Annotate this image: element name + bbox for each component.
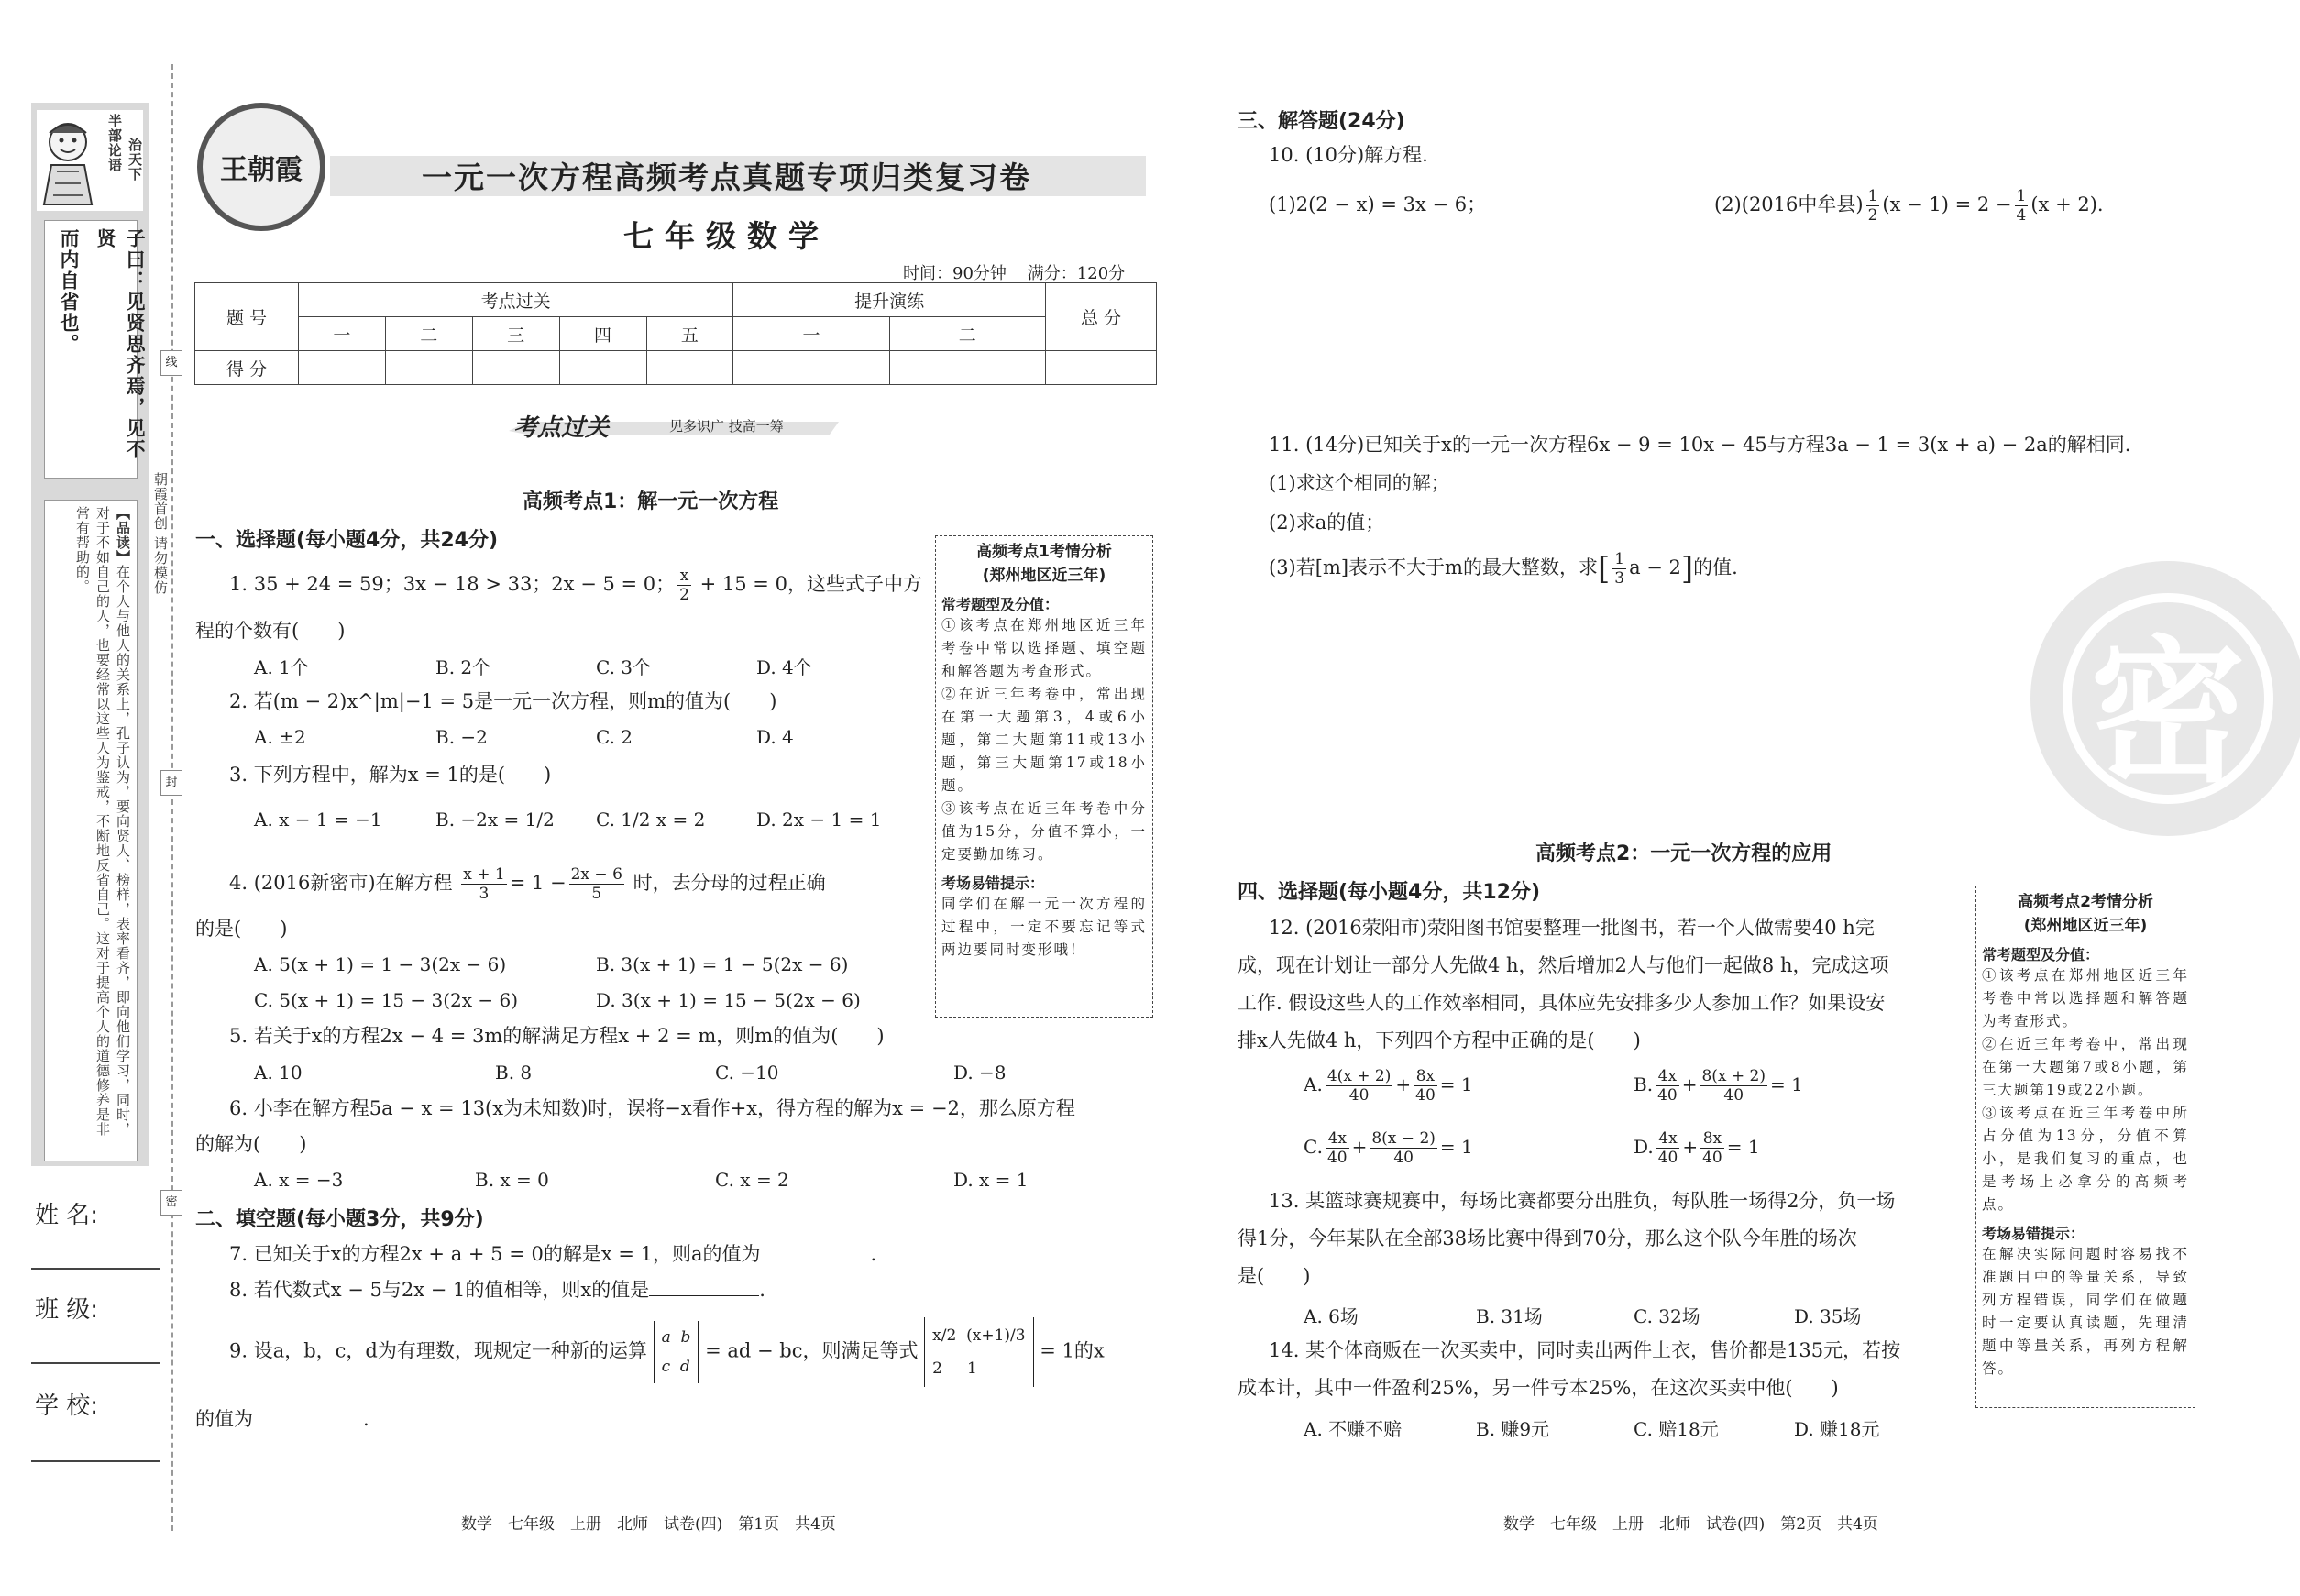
- motto-6: 天: [127, 152, 143, 167]
- q1-text-b: + 15 = 0，这些式子中方: [693, 573, 922, 595]
- q9-text-d: 的值为: [195, 1408, 253, 1430]
- question-3: 3. 下列方程中，解为x = 1的是( ): [229, 764, 552, 786]
- analysis2-point-1: ①该考点在郑州地区近三年考卷中常以选择题和解答题为考查形式。: [1982, 967, 2189, 1029]
- q14-option-d[interactable]: D. 赚18元: [1794, 1418, 1880, 1440]
- score-cell[interactable]: [646, 351, 733, 385]
- q13-line-2: 得1分，今年某队在全部38场比赛中得到70分，那么这个队今年胜的场次: [1238, 1227, 1857, 1249]
- q2-option-c[interactable]: C. 2: [596, 726, 633, 748]
- question-11: 11. (14分)已知关于x的一元一次方程6x − 9 = 10x − 45与方程3a − 1 = 3(x + a) − 2a的解相同.: [1269, 434, 2131, 456]
- q6-option-b[interactable]: B. x = 0: [475, 1169, 549, 1191]
- section1-heading: 一、选择题(每小题4分，共24分): [195, 529, 499, 552]
- q4-option-d[interactable]: D. 3(x + 1) = 15 − 5(2x − 6): [596, 989, 861, 1011]
- score-cell[interactable]: [472, 351, 559, 385]
- exam-info: [903, 260, 1125, 284]
- q2-option-d[interactable]: D. 4: [756, 726, 794, 748]
- q14-option-a[interactable]: A. 不赚不赔: [1304, 1418, 1403, 1440]
- quote-box: [44, 220, 147, 479]
- school-field[interactable]: [31, 1460, 160, 1462]
- q1-frac-num: x: [677, 567, 691, 586]
- q1-text-a: 1. 35 + 24 = 59；3x − 18 > 33；2x − 5 = 0；: [229, 573, 676, 595]
- col-1: 一: [299, 317, 386, 351]
- motto-5: 治: [127, 138, 143, 152]
- q13-option-b[interactable]: B. 31场: [1476, 1305, 1543, 1327]
- q1-fraction: [677, 567, 691, 604]
- q1-option-d[interactable]: D. 4个: [756, 656, 812, 678]
- q12-option-a[interactable]: A. $\frac{4(x + 2)}{40}$ + $\frac{8x}{40}$ = 1: [1304, 1067, 1473, 1105]
- analysis-box-1: [935, 535, 1153, 1018]
- q1-option-c[interactable]: C. 3个: [596, 656, 652, 678]
- q1-option-b[interactable]: B. 2个: [435, 656, 491, 678]
- analysis1-heading-types: 常考题型及分值：: [941, 596, 1060, 613]
- score-cell[interactable]: [733, 351, 889, 385]
- q11-frac: $\frac{1}{3}$: [1614, 550, 1625, 588]
- q4-text-a: 4. (2016新密市)在解方程: [229, 872, 453, 894]
- q11-part-1: (1)求这个相同的解；: [1269, 472, 1450, 494]
- question-2: 2. 若(m − 2)x^|m|−1 = 5是一元一次方程，则m的值为( ): [229, 690, 777, 712]
- q6-option-a[interactable]: A. x = −3: [254, 1169, 344, 1191]
- section-banner-slogan: 见多识广 技高一筹: [669, 418, 784, 435]
- col-4: 四: [559, 317, 646, 351]
- analysis1-title: 高频考点1考情分析: [976, 543, 1112, 561]
- q9-text-b: = ad − bc，则满足等式: [705, 1339, 919, 1362]
- analysis2-heading-tips: 考场易错提示：: [1982, 1225, 2085, 1242]
- q12-line-2: 成，现在计划让一部分人先做4 h，然后增加2人与他们一起做8 h，完成这项: [1238, 954, 1889, 976]
- q1-option-a[interactable]: A. 1个: [254, 656, 309, 678]
- q4-continued: 的是( ): [195, 918, 288, 940]
- q6-option-d[interactable]: D. x = 1: [953, 1169, 1029, 1191]
- cut-label-line: 线: [160, 350, 182, 376]
- class-field[interactable]: [31, 1362, 160, 1364]
- mascot-panel: [37, 110, 143, 211]
- q10-2-text-a: (2)(2016中牟县): [1714, 193, 1864, 215]
- q1-frac-den: 2: [679, 586, 689, 604]
- cut-label-seal: 封: [160, 770, 182, 796]
- question-7: 7. 已知关于x的方程2x + a + 5 = 0的解是x = 1，则a的值为 .: [229, 1239, 876, 1268]
- col-2: 二: [385, 317, 472, 351]
- question-8: 8. 若代数式x − 5与2x − 1的值相等，则x的值是 .: [229, 1275, 765, 1304]
- score-cell[interactable]: [385, 351, 472, 385]
- q4-text-b: 时，去分母的过程正确: [633, 872, 826, 894]
- q10-2-text-c: (x + 2).: [2030, 193, 2104, 215]
- q2-option-a[interactable]: A. ±2: [254, 726, 306, 748]
- q4-option-b[interactable]: B. 3(x + 1) = 1 − 5(2x − 6): [596, 953, 849, 975]
- q10-part-2: [1714, 187, 2104, 225]
- q7-answer-blank[interactable]: [761, 1239, 871, 1260]
- section3-heading: 三、解答题(24分): [1238, 110, 1405, 133]
- total-label: 总 分: [1046, 283, 1157, 351]
- question-5: 5. 若关于x的方程2x − 4 = 3m的解满足方程x + 2 = m，则m的值为( ): [229, 1025, 885, 1047]
- class-label: 班 级:: [35, 1296, 99, 1324]
- name-field[interactable]: [31, 1268, 160, 1270]
- brand-logo: [197, 103, 325, 231]
- q14-option-c[interactable]: C. 赔18元: [1634, 1418, 1719, 1440]
- q6-continued: 的解为( ): [195, 1133, 307, 1155]
- col-6: 一: [733, 317, 889, 351]
- col-3: 三: [472, 317, 559, 351]
- motto-7: 下: [127, 167, 143, 182]
- col-7: 二: [889, 317, 1045, 351]
- q4-fraction-1: $\frac{x + 1}{3}$: [463, 865, 505, 903]
- q11-part-3: (3)若[m]表示不大于m的最大整数，求[ $\frac{1}{3}$ a − 2]的值.: [1269, 550, 1738, 588]
- q13-option-a[interactable]: A. 6场: [1304, 1305, 1359, 1327]
- name-label: 姓 名:: [35, 1202, 99, 1229]
- analysis-box-2: [1975, 886, 2195, 1408]
- analysis2-tip: 在解决实际问题时容易找不准题目中的等量关系，导致列方程错误，同学们在做题时一定要认真读题，先理清题中等量关系，再列方程解答。: [1982, 1246, 2189, 1377]
- score-cell[interactable]: [299, 351, 386, 385]
- q13-line-3: 是( ): [1238, 1265, 1311, 1287]
- q14-line-2: 成本计，其中一件盈利25%，另一件亏本25%，在这次买卖中他( ): [1238, 1377, 1839, 1399]
- copyright-warning: 朝霞首创 请勿模仿: [152, 472, 169, 595]
- q12-option-d[interactable]: D. $\frac{4x}{40}$ + $\frac{8x}{40}$ = 1: [1634, 1129, 1760, 1167]
- cut-label-secret: 密: [160, 1190, 182, 1216]
- quote-line-2: 而内自省也。: [58, 228, 81, 355]
- q11-3-text-a: (3)若[m]表示不大于m的最大整数，求: [1269, 556, 1598, 578]
- scholar-mascot-icon: [39, 115, 103, 206]
- q13-option-d[interactable]: D. 35场: [1794, 1305, 1862, 1327]
- q3-option-d[interactable]: D. 2x − 1 = 1: [756, 809, 882, 831]
- col-5: 五: [646, 317, 733, 351]
- score-cell[interactable]: [889, 351, 1045, 385]
- q13-option-c[interactable]: C. 32场: [1634, 1305, 1700, 1327]
- footer-page-1: 数学 七年级 上册 北师 试卷(四) 第1页 共4页: [461, 1515, 836, 1534]
- section4-heading: 四、选择题(每小题4分，共12分): [1238, 881, 1541, 904]
- score-cell[interactable]: [1046, 351, 1157, 385]
- exam-full-score: 满分：120分: [1027, 264, 1126, 283]
- q8-text: 8. 若代数式x − 5与2x − 1的值相等，则x的值是: [229, 1279, 650, 1301]
- q10-frac-half: $\frac{1}{2}$: [1867, 187, 1878, 225]
- q5-option-a[interactable]: A. 10: [254, 1062, 303, 1084]
- analysis1-point-3: ③该考点在近三年考卷中分值为15分，分值不算小，一定要勤加练习。: [941, 800, 1147, 863]
- q9-text-c: = 1的x: [1040, 1339, 1105, 1362]
- analysis1-subtitle: (郑州地区近三年): [982, 567, 1106, 585]
- q4-fraction-2: $\frac{2x - 6}{5}$: [570, 865, 622, 903]
- analysis1-heading-tips: 考场易错提示：: [941, 875, 1045, 892]
- exam-time: 时间：90分钟: [903, 264, 1007, 283]
- q9-answer-blank[interactable]: [253, 1404, 363, 1425]
- question-6: 6. 小李在解方程5a − x = 13(x为未知数)时，误将−x看作+x，得方程的解为x = −2，那么原方程: [229, 1097, 1075, 1119]
- analysis2-point-2: ②在近三年考卷中，常出现在第一大题第7或8小题，第三大题第19或22小题。: [1982, 1036, 2189, 1098]
- question-12: 12. (2016荥阳市)荥阳图书馆要整理一批图书，若一个人做需要40 h完: [1269, 917, 1875, 939]
- commentary-box: [44, 500, 138, 1161]
- q3-option-b[interactable]: B. −2x = 1/2: [435, 809, 555, 831]
- q10-2-text-b: (x − 1) = 2 −: [1882, 193, 2012, 215]
- analysis2-subtitle: (郑州地区近三年): [2023, 917, 2148, 935]
- question-1: [229, 567, 922, 604]
- score-table: [194, 282, 1157, 385]
- cut-line: [171, 64, 173, 1531]
- q12-line-3: 工作. 假设这些人的工作效率相同，具体应先安排多少人参加工作？如果设安: [1238, 992, 1886, 1014]
- topic1-heading: 高频考点1：解一元一次方程: [523, 490, 779, 513]
- q9-text-a: 9. 设a，b，c，d为有理数，现规定一种新的运算: [229, 1339, 647, 1362]
- commentary-label: 【品读】: [115, 506, 131, 565]
- group-kaodian: 考点过关: [299, 283, 733, 317]
- analysis1-point-1: ①该考点在郑州地区近三年考卷中常以选择题、填空题和解答题为考查形式。: [941, 617, 1147, 679]
- section2-heading: 二、填空题(每小题3分，共9分): [195, 1208, 484, 1231]
- school-label: 学 校:: [35, 1392, 99, 1420]
- q1-continued: 程的个数有( ): [195, 620, 346, 642]
- question-13: 13. 某篮球赛规赛中，每场比赛都要分出胜负，每队胜一场得2分，负一场: [1269, 1190, 1896, 1212]
- q9-determinant-2: x/2 (x+1)/3 2 1: [924, 1317, 1033, 1387]
- q12-option-c[interactable]: C. $\frac{4x}{40}$ + $\frac{8(x - 2)}{40}$ = 1: [1304, 1129, 1473, 1167]
- commentary-text: [50, 506, 133, 1148]
- q5-option-d[interactable]: D. −8: [953, 1062, 1007, 1084]
- q7-text: 7. 已知关于x的方程2x + a + 5 = 0的解是x = 1，则a的值为: [229, 1243, 761, 1265]
- analysis2-title: 高频考点2考情分析: [2018, 893, 2153, 911]
- q9-determinant: a b c d: [654, 1321, 699, 1383]
- q5-option-c[interactable]: C. −10: [715, 1062, 779, 1084]
- motto-2: 部: [106, 128, 123, 143]
- section-banner-title: 考点过关: [513, 414, 610, 442]
- q11-part-2: (2)求a的值；: [1269, 512, 1385, 534]
- paper-subtitle: 七年级数学: [623, 218, 830, 254]
- motto-1: 半: [106, 114, 123, 128]
- q4-option-c[interactable]: C. 5(x + 1) = 15 − 3(2x − 6): [254, 989, 519, 1011]
- question-10: 10. (10分)解方程.: [1269, 144, 1428, 166]
- q10-part-1: (1)2(2 − x) = 3x − 6；: [1269, 193, 1487, 215]
- motto-4: 语: [106, 158, 123, 172]
- q9-continued: 的值为 .: [195, 1404, 369, 1433]
- question-14: 14. 某个体商贩在一次买卖中，同时卖出两件上衣，售价都是135元，若按: [1269, 1339, 1901, 1361]
- q5-option-b[interactable]: B. 8: [495, 1062, 533, 1084]
- q6-option-c[interactable]: C. x = 2: [715, 1169, 789, 1191]
- q3-option-c[interactable]: C. 1/2 x = 2: [596, 809, 706, 831]
- q11-3-text-b: 的值.: [1693, 556, 1738, 578]
- paper-title: 一元一次方程高频考点真题专项归类复习卷: [422, 160, 1031, 195]
- q4-option-a[interactable]: A. 5(x + 1) = 1 − 3(2x − 6): [254, 953, 507, 975]
- analysis2-point-3: ③该考点在近三年考卷中所占分值为13分，分值不算小，是我们复习的重点，也是考场上必拿分的高频考点。: [1982, 1105, 2189, 1213]
- q10-frac-quarter: $\frac{1}{4}$: [2016, 187, 2027, 225]
- footer-page-2: 数学 七年级 上册 北师 试卷(四) 第2页 共4页: [1503, 1515, 1878, 1534]
- score-cell[interactable]: [559, 351, 646, 385]
- group-tisheng: 提升演练: [733, 283, 1046, 317]
- q2-option-b[interactable]: B. −2: [435, 726, 488, 748]
- row-label-score: 得 分: [195, 351, 299, 385]
- logo-text: 王朝霞: [220, 154, 303, 186]
- analysis2-heading-types: 常考题型及分值：: [1982, 946, 2100, 963]
- motto-3: 论: [106, 143, 123, 158]
- q12-line-4: 排x人先做4 h，下列四个方程中正确的是( ): [1238, 1029, 1641, 1051]
- question-4: 4. (2016新密市)在解方程 $\frac{x + 1}{3}$ = 1 − $\frac{2x - 6}{5}$ 时，去分母的过程正确: [229, 865, 826, 903]
- commentary-body: 在个人与他人的关系上，孔子认为，要向贤人、榜样，表率看齐，即向他们学习，同时，对于不如自己的人，也要经常以这些人为鉴戒，不断地反省自己。这对于提高个人的道德修养是非常有帮助的。: [74, 506, 131, 1137]
- q12-option-b[interactable]: B. $\frac{4x}{40}$ + $\frac{8(x + 2)}{40}$ = 1: [1634, 1067, 1803, 1105]
- quote-line-1: 子曰：见贤思齐焉，见不贤: [94, 228, 147, 460]
- row-label-question: 题 号: [195, 283, 299, 351]
- analysis1-tip: 同学们在解一元一次方程的过程中，一定不要忘记等式两边要同时变形哦！: [941, 896, 1147, 958]
- q3-option-a[interactable]: A. x − 1 = −1: [254, 809, 382, 831]
- q14-option-b[interactable]: B. 赚9元: [1476, 1418, 1550, 1440]
- q8-answer-blank[interactable]: [649, 1275, 759, 1296]
- analysis1-point-2: ②在近三年考卷中，常出现在第一大题第3，4或6小题，第二大题第11或13小题，第三大题第17或18小题。: [941, 686, 1147, 794]
- topic2-heading: 高频考点2：一元一次方程的应用: [1535, 842, 1832, 865]
- watermark-seal-inner: [2063, 593, 2273, 804]
- seal-text: 密: [2089, 622, 2246, 804]
- question-9: [229, 1317, 1105, 1387]
